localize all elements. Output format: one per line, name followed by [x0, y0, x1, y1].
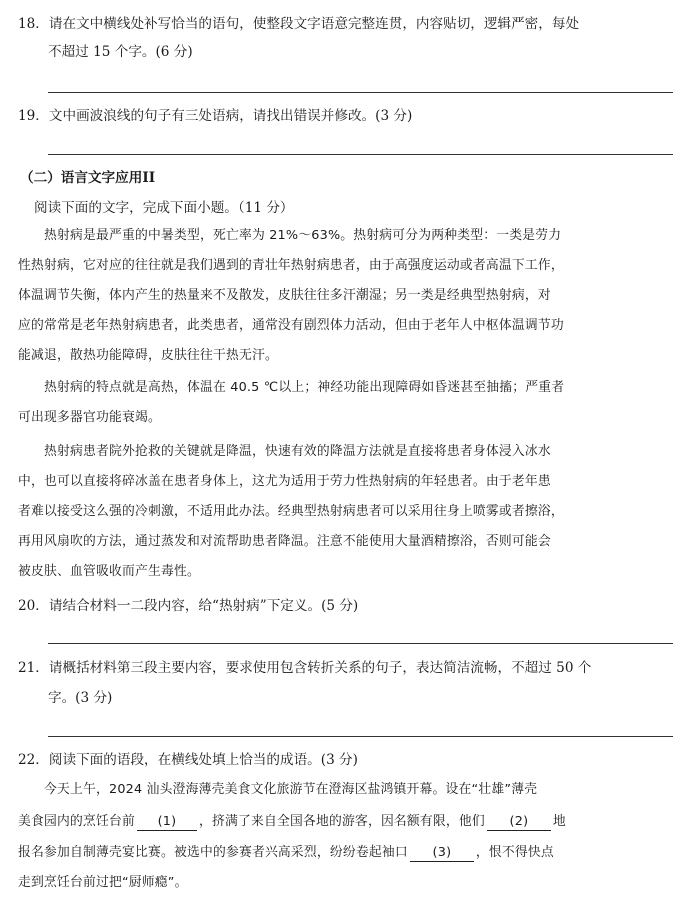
q22-text-segment: 报名参加自制薄壳宴比赛。被选中的参赛者兴高采烈，纷纷卷起袖口	[18, 845, 408, 860]
passage-p1-line: 热射病是最严重的中暑类型，死亡率为 21%～63%。热射病可分为两种类型：一类是劳力	[44, 228, 562, 243]
section-title: （二）语言文字应用II	[20, 170, 156, 186]
answer-line-18	[48, 92, 673, 93]
blank-3-label: (3)	[432, 845, 452, 860]
passage-p3-line: 热射病患者院外抢救的关键就是降温，快速有效的降温方法就是直接将患者身体浸入冰水	[44, 444, 551, 459]
passage-p1-line: 性热射病，它对应的往往就是我们遇到的青壮年热射病患者，由于高强度运动或者高温下工作，	[18, 258, 564, 273]
passage-p1-line: 体温调节失衡，体内产生的热量来不及散发，皮肤往往多汗潮湿；另一类是经典型热射病，对	[18, 288, 551, 303]
answer-line-21	[48, 736, 673, 737]
passage-p1-line: 能减退，散热功能障碍，皮肤往往干热无汗。	[18, 348, 278, 363]
q22-text-segment: ，恨不得快点	[475, 845, 554, 860]
blank-1-label: (1)	[157, 814, 177, 829]
q21-text: 21．请概括材料第三段主要内容，要求使用包含转折关系的句子，表达简洁流畅，不超过 50 个	[18, 660, 592, 676]
passage-p3-line: 中，也可以直接将碎冰盖在患者身体上，这尤为适用于劳力性热射病的年轻患者。由于老年患	[18, 474, 551, 489]
passage-p3-line: 再用风扇吹的方法，通过蒸发和对流帮助患者降温。注意不能使用大量酒精擦浴，否则可能会	[18, 534, 551, 549]
section-instruction: 阅读下面的文字，完成下面小题。（11 分）	[34, 200, 294, 216]
q19-text: 19．文中画波浪线的句子有三处语病，请找出错误并修改。(3 分)	[18, 108, 413, 124]
q22-text-segment: ，挤满了来自全国各地的游客，因名额有限，他们	[198, 814, 485, 829]
passage-p3-line: 者难以接受这么强的冷刺激，不适用此办法。经典型热射病患者可以采用往身上喷雾或者擦浴，	[18, 504, 564, 519]
q22-paragraph-line	[18, 843, 683, 863]
q21-text-cont: 字。(3 分)	[48, 690, 113, 706]
passage-p2-line: 可出现多器官功能衰竭。	[18, 410, 161, 425]
blank-3[interactable]	[410, 844, 474, 862]
passage-p3-line: 被皮肤、血管吸收而产生毒性。	[18, 564, 200, 579]
blank-1[interactable]	[137, 813, 197, 831]
q20-text: 20．请结合材料一二段内容，给“热射病”下定义。(5 分)	[18, 598, 359, 614]
q22-paragraph-line: 今天上午，2024 汕头澄海薄壳美食文化旅游节在澄海区盐鸿镇开幕。设在“壮雄”薄壳	[44, 782, 538, 797]
q18-text-cont: 不超过 15 个字。(6 分)	[48, 44, 193, 60]
q22-text-segment: 地	[552, 814, 566, 829]
q22-paragraph-line	[18, 812, 683, 832]
q22-text-segment: 美食园内的烹饪台前	[18, 814, 135, 829]
answer-line-20	[48, 643, 673, 644]
q18-text: 18．请在文中横线处补写恰当的语句，使整段文字语意完整连贯，内容贴切，逻辑严密，每处	[18, 16, 580, 32]
answer-line-19	[48, 154, 673, 155]
passage-p2-line: 热射病的特点就是高热，体温在 40.5 ℃以上；神经功能出现障碍如昏迷甚至抽搐；严重者	[44, 380, 565, 395]
blank-2-label: (2)	[509, 814, 529, 829]
blank-2[interactable]	[487, 813, 551, 831]
q22-paragraph-line: 走到烹饪台前过把“厨师瘾”。	[18, 875, 188, 890]
passage-p1-line: 应的常常是老年热射病患者，此类患者，通常没有剧烈体力活动，但由于老年人中枢体温调节功	[18, 318, 564, 333]
q22-text: 22．阅读下面的语段，在横线处填上恰当的成语。(3 分)	[18, 752, 358, 768]
